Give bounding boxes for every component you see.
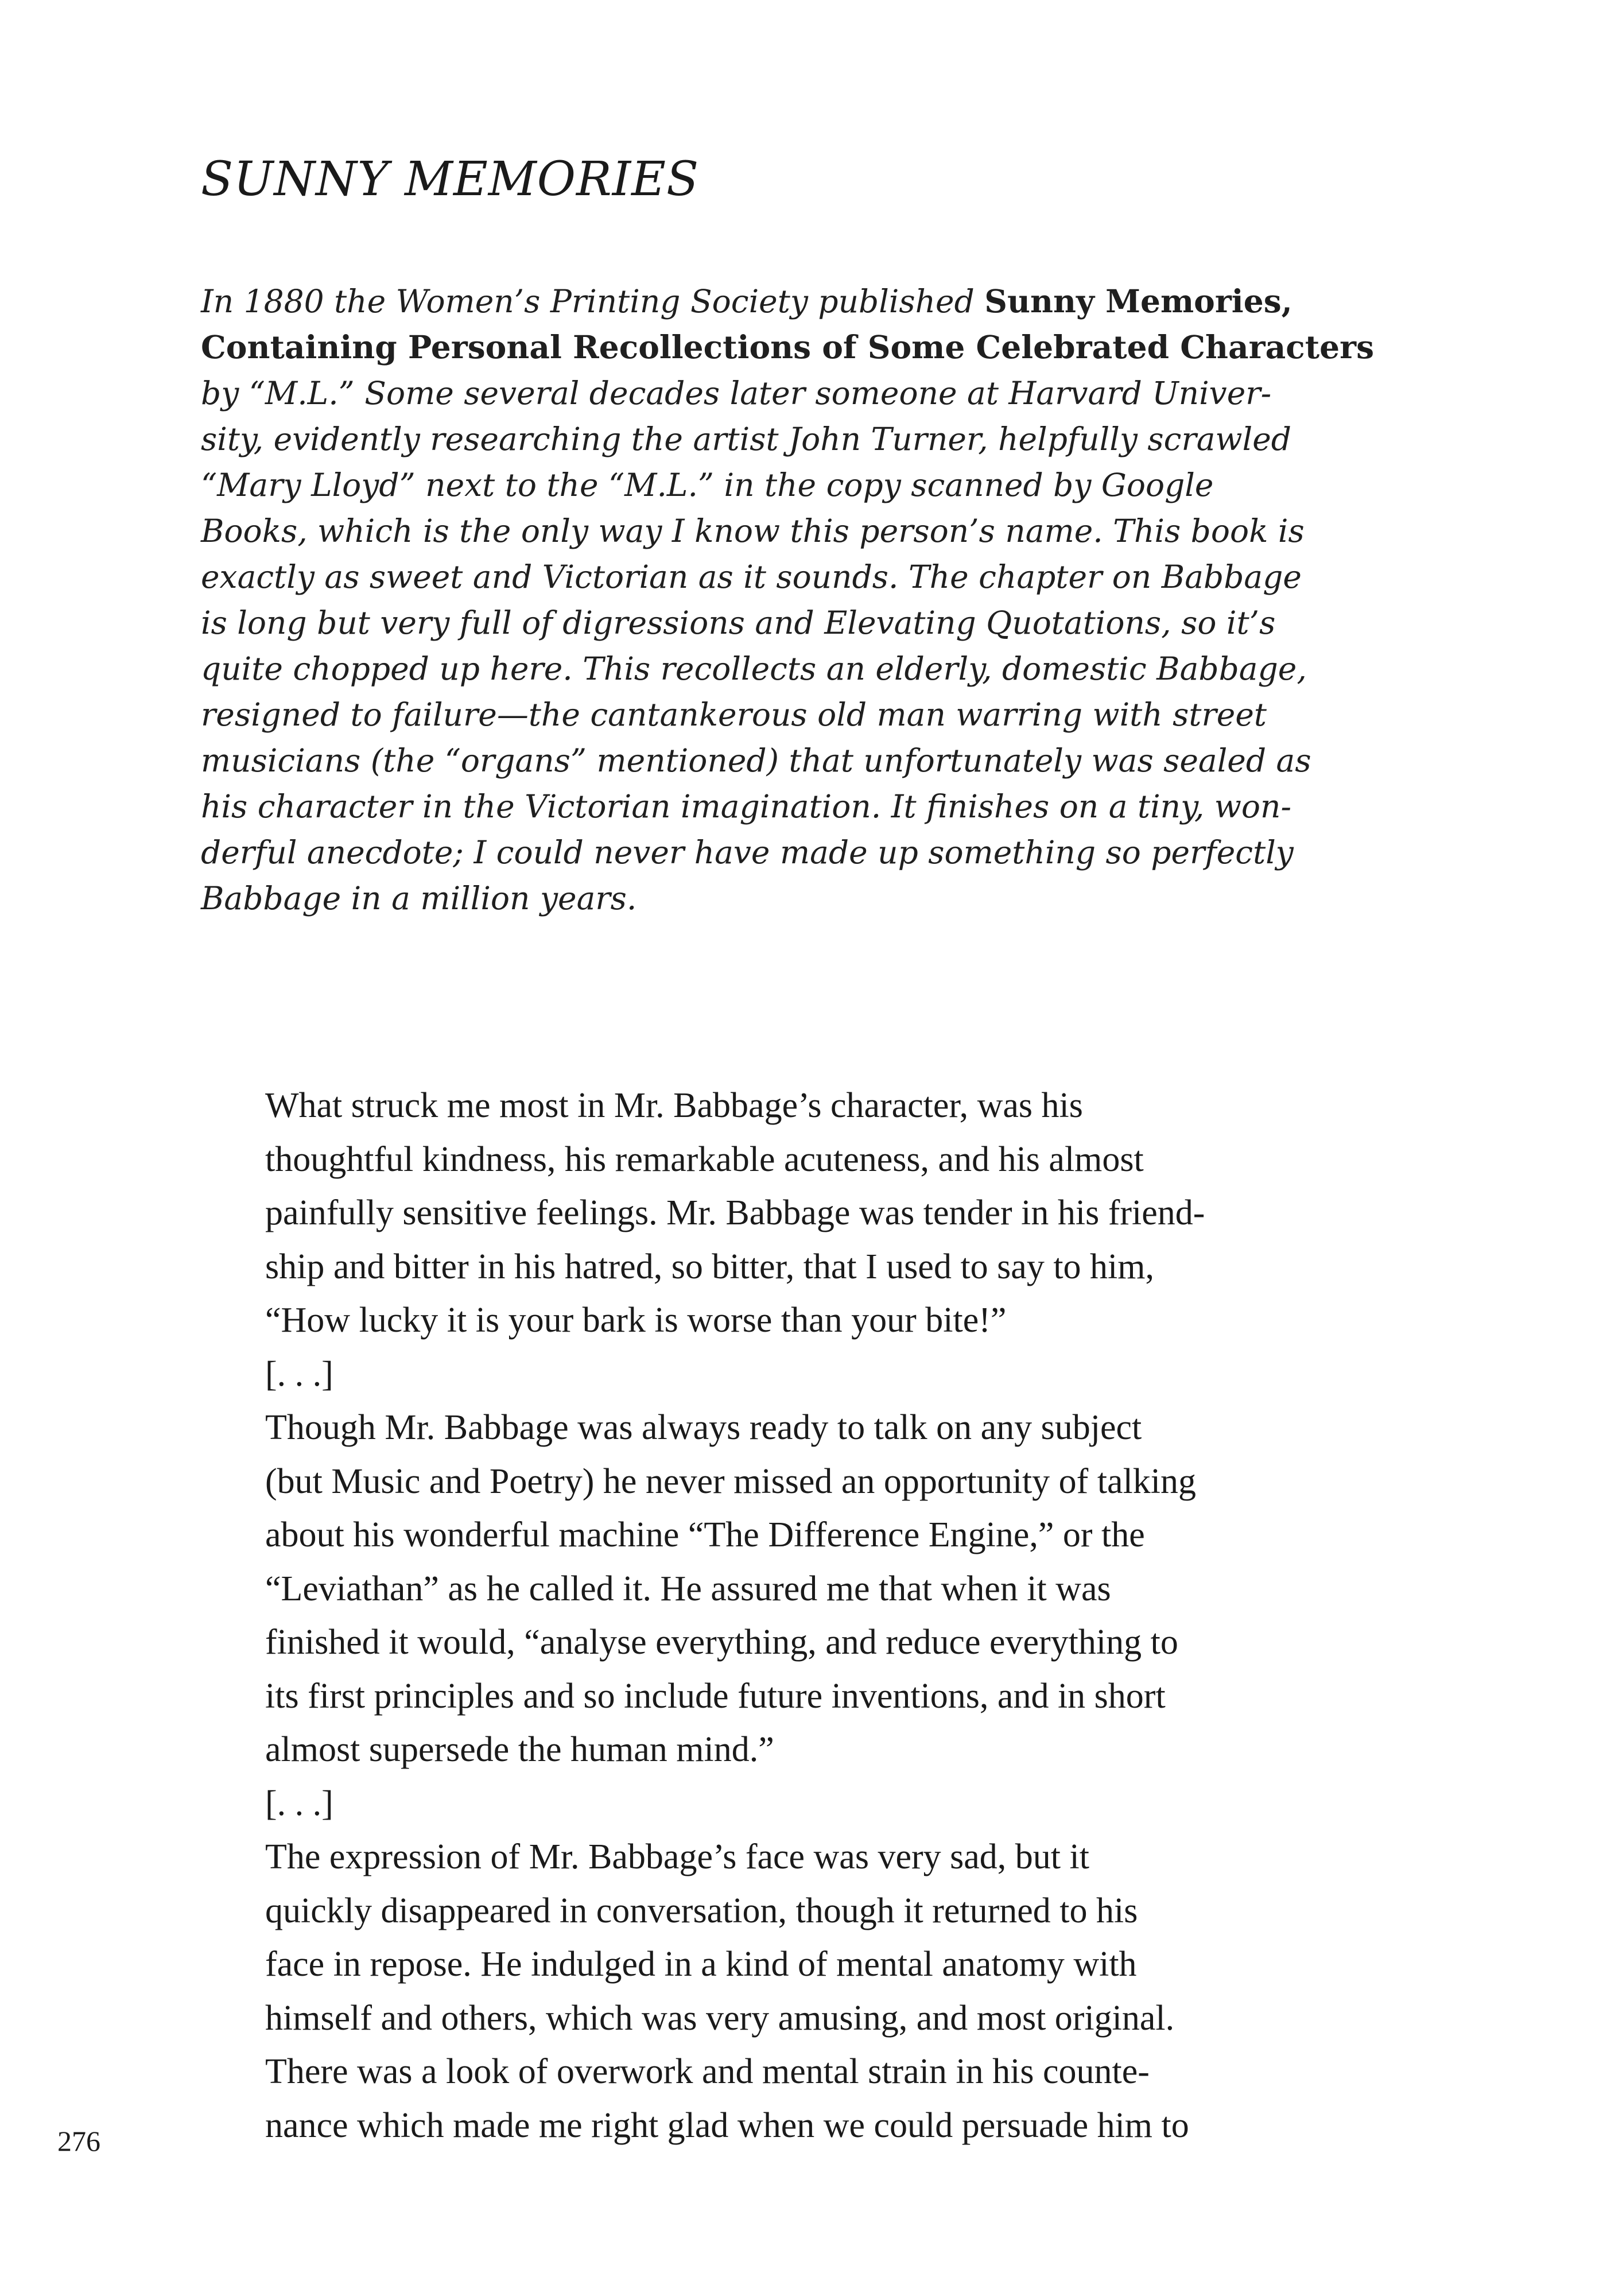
body-line: quickly disappeared in conversation, though it returned to his (265, 1891, 1138, 1930)
body-line: painfully sensitive feelings. Mr. Babbage was tender in his friend- (265, 1193, 1205, 1232)
intro-line: Books, which is the only way I know this person’s name. This book is (201, 513, 1305, 549)
body-line: its first principles and so include future inventions, and in short (265, 1676, 1166, 1716)
body-line: thoughtful kindness, his remarkable acuteness, and his almost (265, 1139, 1144, 1179)
intro-line-text: In 1880 the Women’s Printing Society published (201, 283, 985, 320)
body-line: There was a look of overwork and mental strain in his counte- (265, 2052, 1150, 2091)
body-line: about his wonderful machine “The Difference Engine,” or the (265, 1515, 1145, 1554)
body-line: himself and others, which was very amusing, and most original. (265, 1998, 1175, 2038)
intro-line: resigned to failure—the cantankerous old man warring with street (201, 696, 1267, 733)
intro-line: is long but very full of digressions and Elevating Quotations, so it’s (201, 604, 1276, 641)
body-line: finished it would, “analyse everything, and reduce everything to (265, 1623, 1178, 1662)
intro-line: quite chopped up here. This recollects an elderly, domestic Babbage, (201, 650, 1307, 687)
chapter-title: SUNNY MEMORIES (201, 152, 700, 207)
body-line: ship and bitter in his hatred, so bitter, that I used to say to him, (265, 1247, 1155, 1286)
intro-line: musicians (the “organs” mentioned) that unfortunately was sealed as (201, 742, 1311, 779)
book-title-bold-line: Containing Personal Recollections of Some Celebrated Characters (201, 328, 1375, 366)
ellipsis-break: [. . .] (265, 1354, 333, 1394)
body-line: Though Mr. Babbage was always ready to talk on any subject (265, 1408, 1142, 1447)
quoted-recollection-text (265, 1079, 1356, 2152)
body-line: (but Music and Poetry) he never missed an opportunity of talking (265, 1461, 1197, 1501)
intro-line: his character in the Victorian imagination. It finishes on a tiny, won- (201, 788, 1292, 825)
body-line: almost supersede the human mind.” (265, 1730, 774, 1769)
ellipsis-break: [. . .] (265, 1783, 333, 1823)
body-line: “Leviathan” as he called it. He assured me that when it was (265, 1569, 1111, 1608)
body-line: What struck me most in Mr. Babbage’s character, was his (265, 1086, 1083, 1125)
intro-line: by “M.L.” Some several decades later someone at Harvard Univer- (201, 375, 1272, 412)
body-line: nance which made me right glad when we could persuade him to (265, 2105, 1189, 2145)
intro-line: exactly as sweet and Victorian as it sounds. The chapter on Babbage (201, 559, 1302, 595)
body-line: face in repose. He indulged in a kind of mental anatomy with (265, 1945, 1137, 1984)
body-line: The expression of Mr. Babbage’s face was very sad, but it (265, 1837, 1089, 1876)
book-title-bold: Sunny Memories, (984, 282, 1292, 320)
intro-line: derful anecdote; I could never have made up something so perfectly (201, 834, 1294, 871)
intro-line: “Mary Lloyd” next to the “M.L.” in the copy scanned by Google (201, 467, 1214, 503)
page-number: 276 (57, 2125, 100, 2157)
intro-line: Babbage in a million years. (201, 880, 637, 917)
intro-line (201, 278, 1412, 324)
introduction-paragraph (201, 278, 1412, 921)
body-line: “How lucky it is your bark is worse than your bite!” (265, 1301, 1007, 1340)
intro-line: sity, evidently researching the artist John Turner, helpfully scrawled (201, 421, 1291, 457)
